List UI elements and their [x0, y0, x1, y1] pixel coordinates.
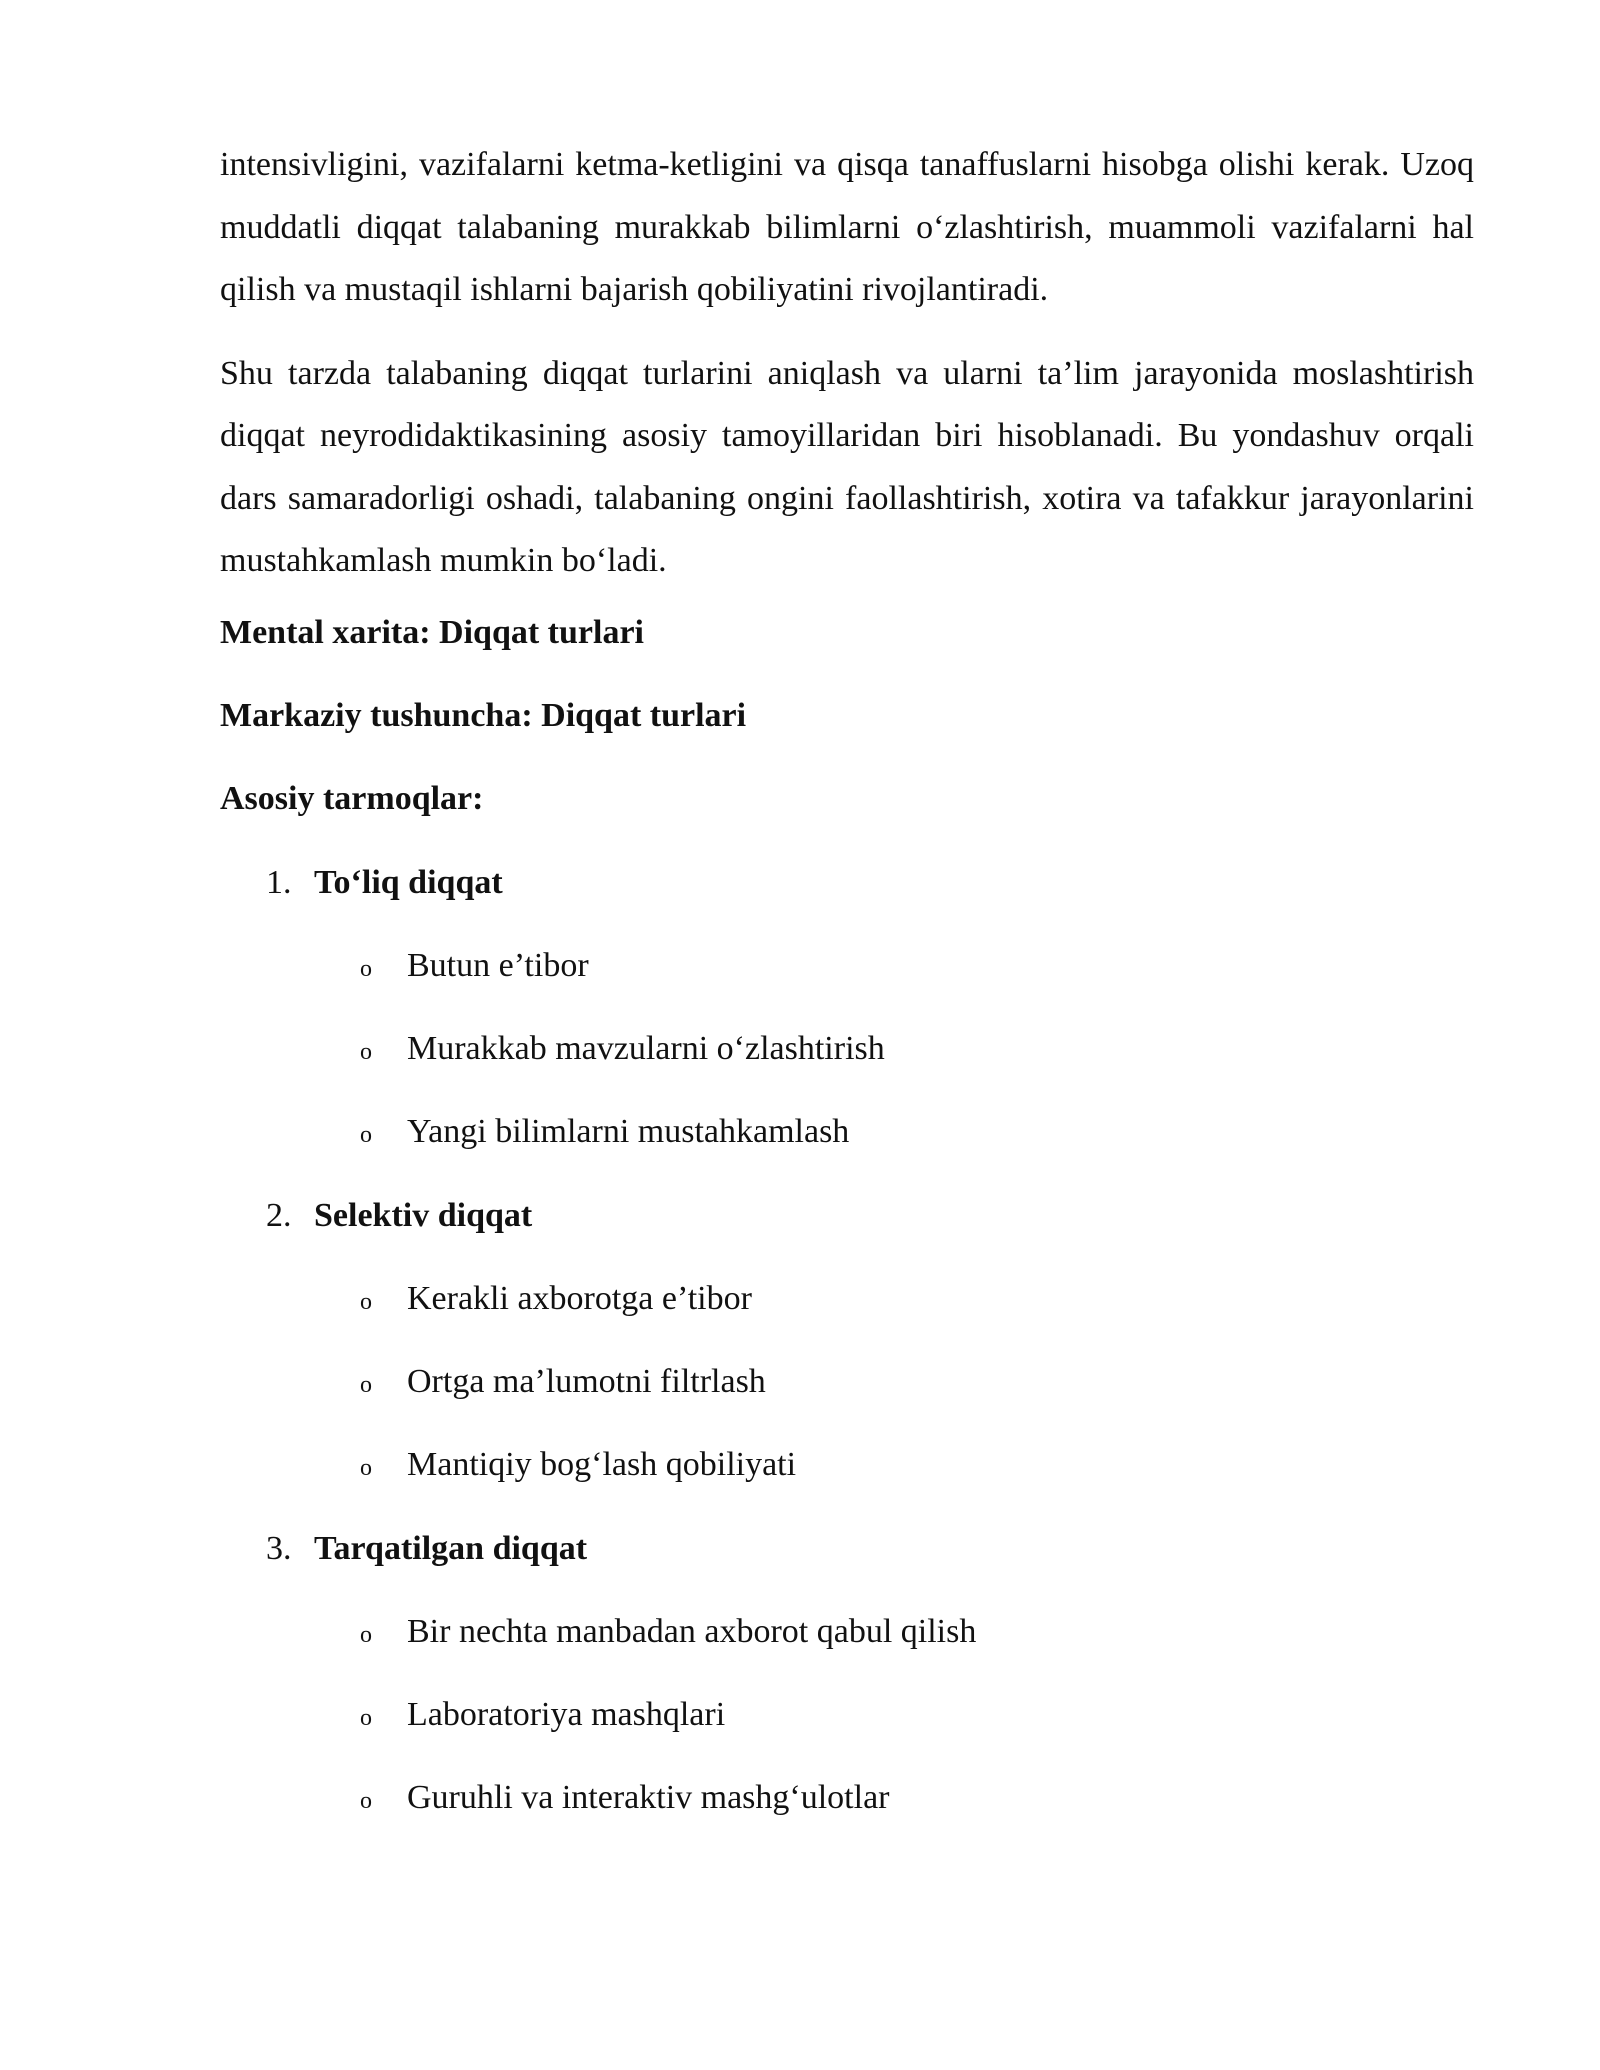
- paragraph-intro: intensivligini, vazifalarni ketma-ketligini va qisqa tanaffuslarni hisobga olishi kerak. Uzoq muddatli diqqat talabaning murakkab bilimlarni o‘zlashtirish, muammoli vazifalarni hal qilish va mustaqil ishlarni bajarish qobiliyatini rivojlantiradi.: [220, 146, 1474, 308]
- branch-section-1: [220, 862, 1474, 1153]
- list-item-label: Butun e’tibor: [407, 946, 589, 984]
- list-item-label: Ortga ma’lumotni filtrlash: [407, 1362, 766, 1400]
- branch-title: Tarqatilgan diqqat: [314, 1529, 588, 1567]
- list-item: [220, 1611, 1474, 1653]
- branch-number: 1.: [266, 863, 292, 901]
- main-branches-heading: Asosiy tarmoqlar:: [220, 779, 484, 817]
- branch-section-3: [220, 1528, 1474, 1819]
- central-concept-heading: Markaziy tushuncha: Diqqat turlari: [220, 696, 747, 734]
- list-item: [220, 1028, 1474, 1070]
- circle-bullet-icon: o: [360, 1621, 372, 1648]
- circle-bullet-icon: o: [360, 1787, 372, 1814]
- circle-bullet-icon: o: [360, 1704, 372, 1731]
- circle-bullet-icon: o: [360, 1121, 372, 1148]
- circle-bullet-icon: o: [360, 955, 372, 982]
- circle-bullet-icon: o: [360, 1288, 372, 1315]
- list-item-label: Kerakli axborotga e’tibor: [407, 1279, 752, 1317]
- list-item-label: Bir nechta manbadan axborot qabul qilish: [407, 1612, 977, 1650]
- list-item-label: Guruhli va interaktiv mashg‘ulotlar: [407, 1778, 890, 1816]
- list-item: [220, 1444, 1474, 1486]
- list-item: [220, 1361, 1474, 1403]
- branch-number: 2.: [266, 1196, 292, 1234]
- branch-title-row: [220, 1195, 1474, 1237]
- list-item-label: Mantiqiy bog‘lash qobiliyati: [407, 1445, 797, 1483]
- branch-title: Selektiv diqqat: [314, 1196, 533, 1234]
- branch-section-2: [220, 1195, 1474, 1486]
- list-item: [220, 1111, 1474, 1153]
- circle-bullet-icon: o: [360, 1038, 372, 1065]
- circle-bullet-icon: o: [360, 1371, 372, 1398]
- list-item: [220, 1278, 1474, 1320]
- branch-title-row: [220, 1528, 1474, 1570]
- branch-number: 3.: [266, 1529, 292, 1567]
- list-item: [220, 1694, 1474, 1736]
- document-page: [220, 134, 1474, 1819]
- list-item-label: Murakkab mavzularni o‘zlashtirish: [407, 1029, 885, 1067]
- circle-bullet-icon: o: [360, 1454, 372, 1481]
- list-item: [220, 945, 1474, 987]
- paragraph-summary: Shu tarzda talabaning diqqat turlarini aniqlash va ularni ta’lim jarayonida moslashtirish diqqat neyrodidaktikasining asosiy tamoyillaridan biri hisoblanadi. Bu yondashuv orqali dars samaradorligi oshadi, talabaning ongini faollashtirish, xotira va tafakkur jarayonlarini mustahkamlash mumkin bo‘ladi.: [220, 354, 1474, 579]
- list-item-label: Yangi bilimlarni mustahkamlash: [407, 1112, 850, 1150]
- list-item: [220, 1777, 1474, 1819]
- mental-map-heading: Mental xarita: Diqqat turlari: [220, 613, 644, 651]
- branch-title: To‘liq diqqat: [314, 863, 503, 901]
- branch-title-row: [220, 862, 1474, 904]
- list-item-label: Laboratoriya mashqlari: [407, 1695, 726, 1733]
